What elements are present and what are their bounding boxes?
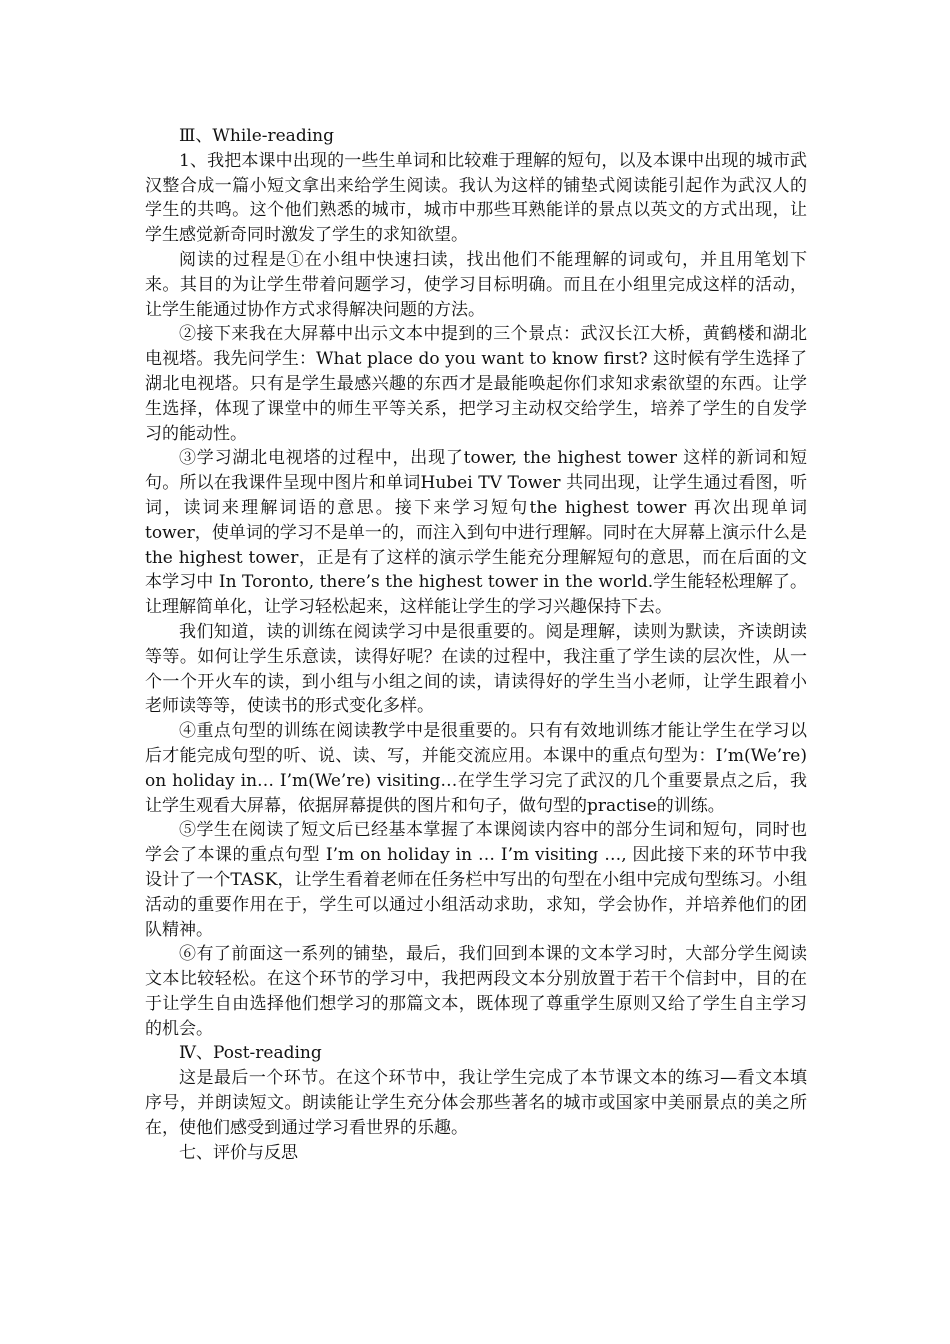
paragraph-6: ④重点句型的训练在阅读教学中是很重要的。只有有效地训练才能让学生在学习以后才能完成句型的听、说、读、写，并能交流应用。本课中的重点句型为：I’m(We’re) on holiday in… I’m(We’re) visiting…在学生学习完了武汉的几个重要景点之后，我让学生观看大屏幕，依据屏幕提供的图片和句子，做句型的practise的训练。 bbox=[145, 721, 807, 816]
paragraph-1: 1、我把本课中出现的一些生单词和比较难于理解的短句，以及本课中出现的城市武汉整合成一篇小短文拿出来给学生阅读。我认为这样的铺垫式阅读能引起作为武汉人的学生的共鸣。这个他们熟悉的城市，城市中那些耳熟能详的景点以英文的方式出现，让学生感觉新奇同时激发了学生的求知欲望。 bbox=[145, 150, 807, 246]
paragraph-4: ③学习湖北电视塔的过程中，出现了tower, the highest tower 这样的新词和短句。所以在我课件呈现中图片和单词Hubei TV Tower 共同出现，让学生通过看图，听词，读词来理解词语的意思。接下来学习短句the highest tower 再次出现单词tower，使单词的学习不是单一的，而注入到句中进行理解。同时在大屏幕上演示什么是the highest tower，正是有了这样的演示学生能充分理解短句的意思，而在后面的文本学习中 In Toronto, there’s the highest tower in the world.学生能轻松理解了。让理解简单化，让学习轻松起来，这样能让学生的学习兴趣保持下去。 bbox=[145, 448, 807, 618]
paragraph-8: ⑥有了前面这一系列的铺垫，最后，我们回到本课的文本学习时，大部分学生阅读文本比较轻松。在这个环节的学习中，我把两段文本分别放置于若干个信封中，目的在于让学生自由选择他们想学习的那篇文本，既体现了尊重学生原则又给了学生自主学习的机会。 bbox=[145, 944, 807, 1039]
document-page bbox=[145, 124, 807, 1165]
paragraph-2: 阅读的过程是①在小组中快速扫读，找出他们不能理解的词或句，并且用笔划下来。其目的为让学生带着问题学习，使学习目标明确。而且在小组里完成这样的活动，让学生能通过协作方式求得解决问题的方法。 bbox=[145, 249, 807, 320]
paragraph-5: 我们知道，读的训练在阅读学习中是很重要的。阅是理解，读则为默读，齐读朗读等等。如何让学生乐意读，读得好呢？在读的过程中，我注重了学生读的层次性，从一个一个开火车的读，到小组与小组之间的读，请读得好的学生当小老师，让学生跟着小老师读等等，使读书的形式变化多样。 bbox=[145, 621, 807, 717]
section-heading-evaluation: 七、评价与反思 bbox=[179, 1142, 298, 1163]
paragraph-7: ⑤学生在阅读了短文后已经基本掌握了本课阅读内容中的部分生词和短句，同时也学会了本课的重点句型 I’m on holiday in … I’m visiting …, 因此接下来的环节中我设计了一个TASK，让学生看着老师在任务栏中写出的句型在小组中完成句型练习。小组活动的重要作用在于，学生可以通过小组活动求助，求知，学会协作，并培养他们的团队精神。 bbox=[145, 820, 807, 940]
section-heading-post-reading: Ⅳ、Post-reading bbox=[179, 1043, 322, 1064]
section-heading-while-reading: Ⅲ、While-reading bbox=[179, 126, 334, 146]
paragraph-9: 这是最后一个环节。在这个环节中，我让学生完成了本节课文本的练习—看文本填序号，并朗读短文。朗读能让学生充分体会那些著名的城市或国家中美丽景点的美之所在，使他们感受到通过学习看世界的乐趣。 bbox=[145, 1068, 807, 1138]
paragraph-3: ②接下来我在大屏幕中出示文本中提到的三个景点：武汉长江大桥，黄鹤楼和湖北电视塔。我先问学生：What place do you want to know first? 这时候有学生选择了湖北电视塔。只有是学生最感兴趣的东西才是最能唤起你们求知求索欲望的东西。让学生选择，体现了课堂中的师生平等关系，把学习主动权交给学生，培养了学生的自发学习的能动性。 bbox=[145, 324, 807, 444]
